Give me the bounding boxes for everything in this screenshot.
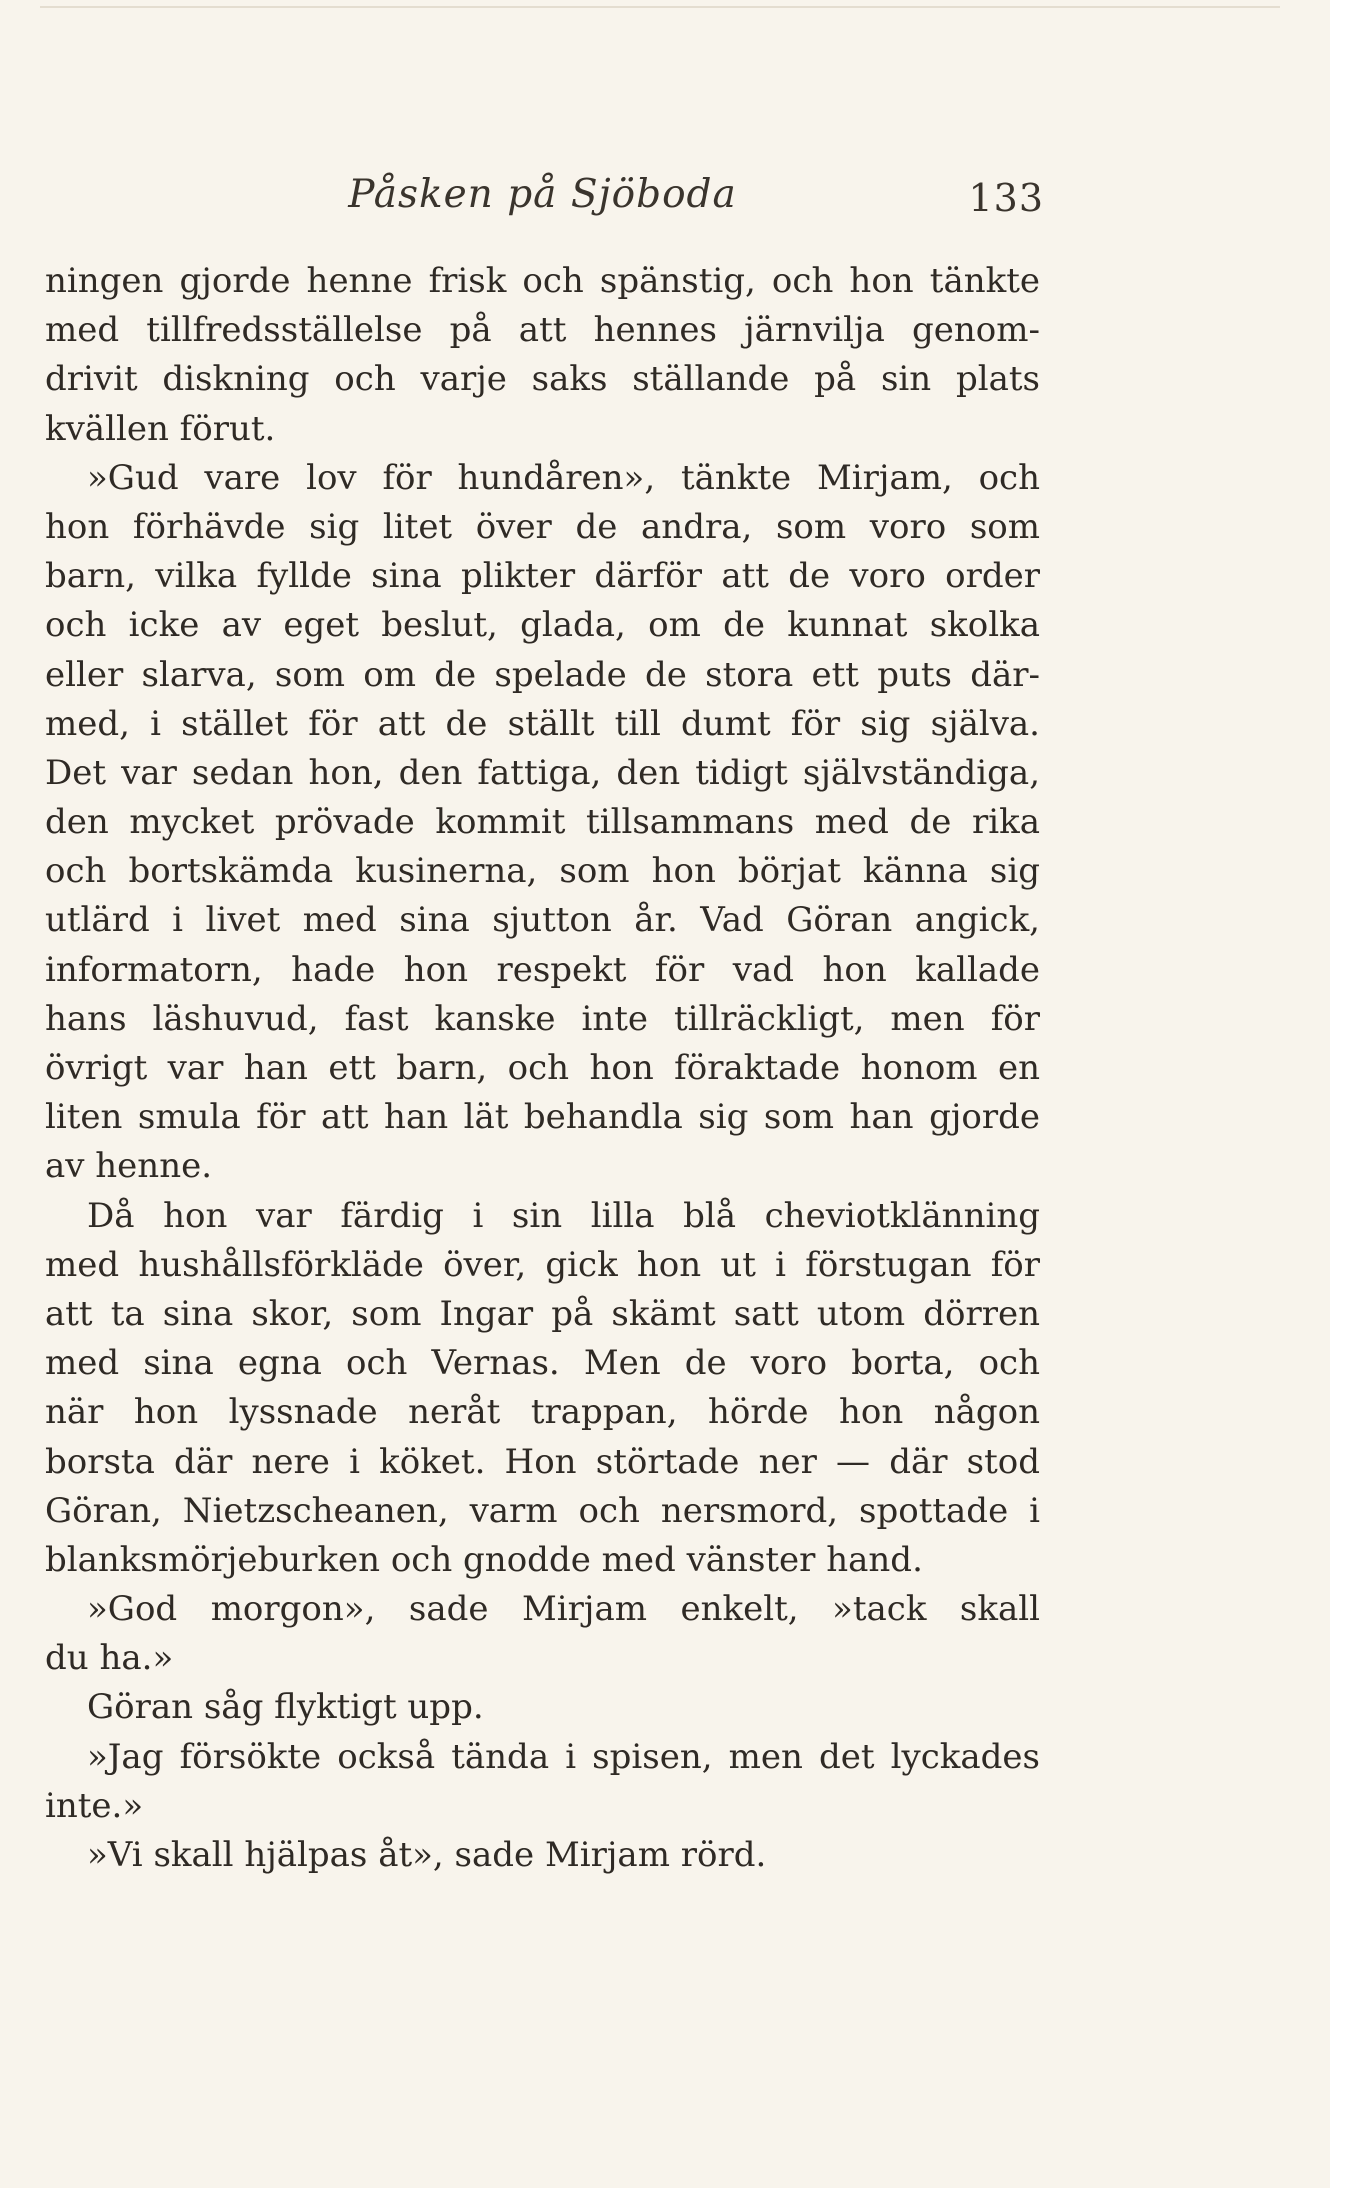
paragraph xyxy=(45,1192,1040,1586)
text-line: att ta sina skor, som Ingar på skämt satt utom dörren xyxy=(45,1293,1040,1334)
running-title: Påsken på Sjöboda xyxy=(348,172,737,217)
text-line: inte.» xyxy=(45,1785,144,1826)
text-line: när hon lyssnade neråt trappan, hörde hon någon xyxy=(45,1392,1040,1433)
text-line: med hushållsförkläde över, gick hon ut i förstugan för xyxy=(45,1244,1040,1285)
paragraph xyxy=(45,257,1040,454)
page-header xyxy=(45,172,1044,232)
text-line: hans läshuvud, fast kanske inte tillräckligt, men för xyxy=(45,998,1040,1039)
text-line: hon förhävde sig litet över de andra, som voro som xyxy=(45,506,1040,547)
text-line: eller slarva, som om de spelade de stora ett puts där- xyxy=(45,654,1040,695)
text-line: borsta där nere i köket. Hon störtade ner — där stod xyxy=(45,1441,1040,1482)
text-line: »God morgon», sade Mirjam enkelt, »tack skall xyxy=(87,1589,1040,1630)
text-line: drivit diskning och varje saks ställande på sin plats xyxy=(45,359,1040,400)
text-line: med sina egna och Vernas. Men de voro borta, och xyxy=(45,1343,1040,1384)
paragraph xyxy=(45,1733,1040,1831)
text-line: och icke av eget beslut, glada, om de kunnat skolka xyxy=(45,605,1040,646)
text-line: Det var sedan hon, den fattiga, den tidigt självständiga, xyxy=(45,752,1040,793)
text-line: och bortskämda kusinerna, som hon börjat känna sig xyxy=(45,851,1040,892)
text-line: liten smula för att han lät behandla sig som han gjorde xyxy=(45,1097,1040,1138)
text-line: med tillfredsställelse på att hennes järnvilja genom- xyxy=(45,310,1040,351)
paragraph xyxy=(45,1683,1040,1732)
text-line: »Vi skall hjälpas åt», sade Mirjam rörd. xyxy=(87,1835,767,1875)
text-line: du ha.» xyxy=(45,1638,174,1679)
page-edge xyxy=(1330,0,1346,2188)
text-line: den mycket prövade kommit tillsammans med de rika xyxy=(45,802,1040,843)
text-line: av henne. xyxy=(45,1146,213,1187)
text-line: barn, vilka fyllde sina plikter därför att de voro order xyxy=(45,556,1040,597)
text-line: kvällen förut. xyxy=(45,408,276,449)
paragraph xyxy=(45,454,1040,1192)
text-line: med, i stället för att de ställt till dumt för sig själva. xyxy=(45,703,1040,744)
text-line: Göran, Nietzscheanen, varm och nersmord, spottade i xyxy=(45,1490,1040,1531)
text-line: blanksmörjeburken och gnodde med vänster hand. xyxy=(45,1539,923,1580)
text-line: »Jag försökte också tända i spisen, men det lyckades xyxy=(87,1736,1040,1777)
text-line: Då hon var färdig i sin lilla blå cheviotklänning xyxy=(87,1195,1040,1236)
text-line: »Gud vare lov för hundåren», tänkte Mirjam, och xyxy=(87,457,1040,498)
paragraph xyxy=(45,1585,1040,1683)
paragraph xyxy=(45,1831,1040,1880)
text-line: Göran såg flyktigt upp. xyxy=(87,1687,484,1728)
page-top-edge xyxy=(40,6,1280,8)
body-text xyxy=(45,257,1040,1880)
text-line: informatorn, hade hon respekt för vad hon kallade xyxy=(45,949,1040,990)
text-line: utlärd i livet med sina sjutton år. Vad Göran angick, xyxy=(45,900,1040,941)
page-number: 133 xyxy=(968,176,1044,220)
text-line: övrigt var han ett barn, och hon föraktade honom en xyxy=(45,1048,1040,1088)
text-line: ningen gjorde henne frisk och spänstig, och hon tänkte xyxy=(45,261,1040,301)
